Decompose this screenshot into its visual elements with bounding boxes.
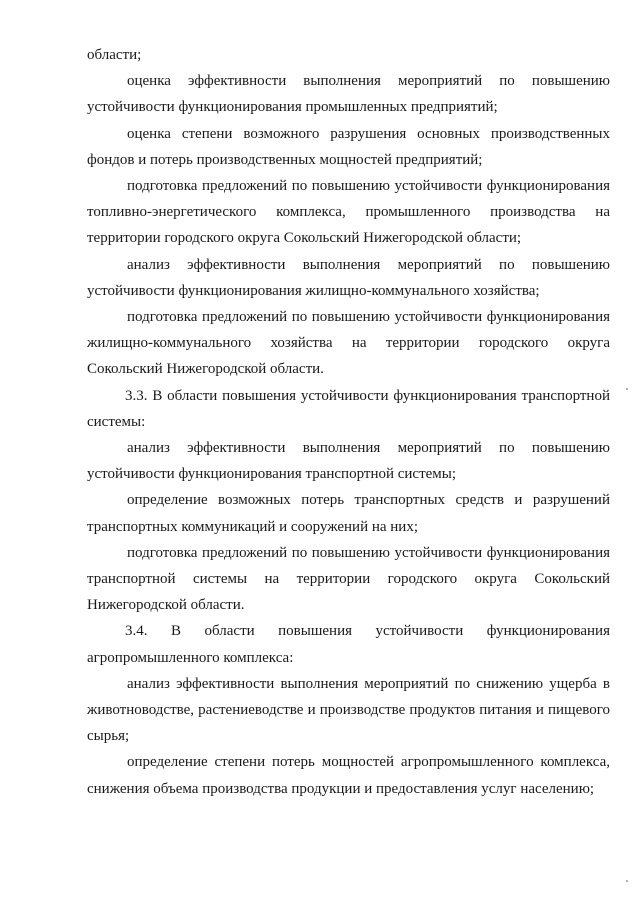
document-body	[87, 42, 610, 802]
paragraph-industrial-efficiency: оценка эффективности выполнения мероприятий по повышению устойчивости функционирования промышленных предприятий;	[87, 73, 610, 116]
paragraph-continuation: области;	[87, 47, 142, 63]
section-heading-3-4: 3.4. В области повышения устойчивости функционирования агропромышленного комплекса:	[87, 623, 610, 666]
paragraph-transport-losses: определение возможных потерь транспортных средств и разрушений транспортных коммуникаций и сооружений на них;	[87, 492, 610, 535]
scan-speck	[626, 388, 628, 390]
paragraph-housing-analysis: анализ эффективности выполнения мероприятий по повышению устойчивости функционирования жилищно-коммунального хозяйства;	[87, 256, 610, 299]
paragraph-destruction-assessment: оценка степени возможного разрушения основных производственных фондов и потерь производственных мощностей предприятий;	[87, 125, 610, 168]
paragraph-transport-proposals: подготовка предложений по повышению устойчивости функционирования транспортной системы на территории городского округа Сокольский Нижегородской области.	[87, 544, 610, 614]
paragraph-housing-proposals: подготовка предложений по повышению устойчивости функционирования жилищно-коммунального хозяйства на территории городского округа Сокольский Нижегородской области.	[87, 309, 610, 378]
paragraph-transport-analysis: анализ эффективности выполнения мероприятий по повышению устойчивости функционирования транспортной системы;	[87, 440, 610, 483]
paragraph-agro-analysis: анализ эффективности выполнения мероприятий по снижению ущерба в животноводстве, растениеводстве и производстве продуктов питания и пищевого сырья;	[87, 675, 610, 745]
paragraph-fuel-energy-proposals: подготовка предложений по повышению устойчивости функционирования топливно-энергетического комплекса, промышленного производства на территории городского округа Сокольский Нижегородской области;	[87, 178, 610, 247]
paragraph-agro-losses: определение степени потерь мощностей агропромышленного комплекса, снижения объема производства продукции и предоставления услуг населению;	[87, 754, 610, 797]
section-heading-3-3: 3.3. В области повышения устойчивости функционирования транспортной системы:	[87, 387, 610, 430]
scan-speck	[626, 880, 628, 882]
